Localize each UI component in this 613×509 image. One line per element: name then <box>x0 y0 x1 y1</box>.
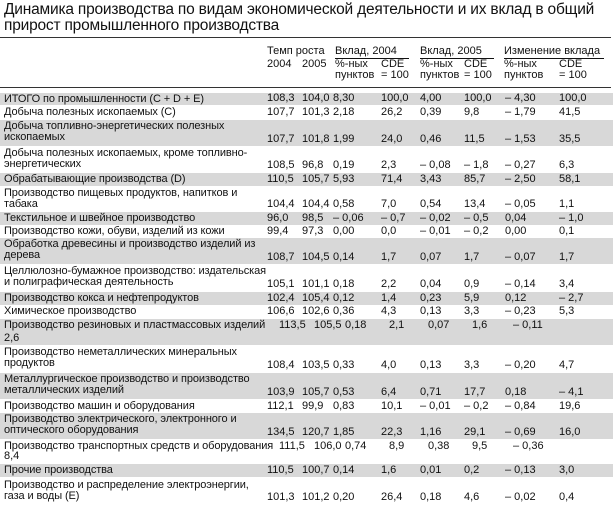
cell-chp: – 0,07 <box>505 251 536 263</box>
cell-v04c: 0,0 <box>381 225 397 237</box>
cell-v04p: 0,18 <box>333 278 355 290</box>
cell-v04c: 1,7 <box>381 251 397 263</box>
row-label: Производство и распределение электроэнергии, газа и воды (E) <box>4 479 249 502</box>
cell-chc: 19,6 <box>559 400 581 412</box>
header-ch-pct: %-ных пунктов <box>504 58 544 81</box>
cell-chp: – 0,14 <box>505 278 536 290</box>
cell-v05c: 17,7 <box>464 386 486 398</box>
row-label: Добыча топливно-энергетических полезных ископаемых <box>4 120 225 143</box>
cell-chc: 100,0 <box>559 92 587 104</box>
cell-chc: 6,3 <box>559 159 575 171</box>
cell-v05p: – 0,01 <box>420 400 451 412</box>
cell-t05: 120,7 <box>302 426 330 438</box>
cell-t05: 105,7 <box>302 173 330 185</box>
header-v04-cde: CDE = 100 <box>381 58 409 81</box>
cell-v05c: 9,8 <box>464 106 480 118</box>
cell-v05c: 29,1 <box>464 426 486 438</box>
cell-v04c: 26,2 <box>381 106 403 118</box>
cell-t05: 105,7 <box>302 386 330 398</box>
cell-chc: 41,5 <box>559 106 581 118</box>
cell-v04p: 0,12 <box>333 292 355 304</box>
cell-v04p: 8,30 <box>333 92 355 104</box>
cell-v05p: 0,13 <box>420 359 442 371</box>
cell-v04c: 4,0 <box>381 359 397 371</box>
cell-v04c: 2,2 <box>381 278 397 290</box>
cell-chp: – 0,23 <box>505 305 536 317</box>
cell-t04: 102,4 <box>267 292 295 304</box>
cell-chp: – 2,50 <box>505 173 536 185</box>
row-label: Обрабатывающие производства (D) <box>4 173 186 185</box>
header-vklad-2004: Вклад, 2004 <box>335 46 409 59</box>
cell-t04: 103,9 <box>267 386 295 398</box>
table-row <box>0 305 613 318</box>
header-bottom-divider <box>0 87 611 88</box>
cell-v04p: 0,74 <box>345 440 367 452</box>
cell-v04p: 2,18 <box>333 106 355 118</box>
cell-t05: 101,3 <box>302 106 330 118</box>
cell-chp: – 0,13 <box>505 464 536 476</box>
cell-v05c: 3,3 <box>464 359 480 371</box>
cell-chp: – 1,53 <box>505 133 536 145</box>
header-vklad-2005: Вклад, 2005 <box>420 46 494 59</box>
cell-v05c: 1,6 <box>472 319 488 331</box>
cell-v04c: 1,4 <box>381 292 397 304</box>
cell-chc: 5,3 <box>559 305 575 317</box>
cell-v05p: 0,07 <box>428 319 450 331</box>
header-v05-pct: %-ных пунктов <box>420 58 460 81</box>
cell-chp: – 0,05 <box>505 198 536 210</box>
cell-chc: – 1,0 <box>559 212 584 224</box>
cell-v04c: 6,4 <box>381 386 397 398</box>
cell-v05p: 0,54 <box>420 198 442 210</box>
cell-v05p: 0,23 <box>420 292 442 304</box>
cell-v04p: 0,19 <box>333 159 355 171</box>
cell-t04: 105,1 <box>267 278 295 290</box>
table-row <box>0 212 613 225</box>
cell-v04c: 2,3 <box>381 159 397 171</box>
row-label: Добыча полезных ископаемых, кроме топливно-энергетических <box>4 147 248 170</box>
cell-v04p: 0,18 <box>345 319 367 331</box>
header-v04-pct: %-ных пунктов <box>335 58 375 81</box>
cell-v04p: 0,53 <box>333 386 355 398</box>
row-label: Производство пищевых продуктов, напитков и табака <box>4 187 238 210</box>
cell-v04p: 5,93 <box>333 173 355 185</box>
cell-t04: 108,5 <box>267 159 295 171</box>
cell-v04p: 1,85 <box>333 426 355 438</box>
cell-chp: – 0,27 <box>505 159 536 171</box>
cell-chc: 0,4 <box>559 491 575 503</box>
cell-chp: – 1,79 <box>505 106 536 118</box>
cell-chp: – 0,11 <box>513 319 543 331</box>
cell-v05c: 4,6 <box>464 491 480 503</box>
cell-v04p: 0,14 <box>333 464 355 476</box>
cell-chc: – 4,1 <box>559 386 584 398</box>
cell-v05p: – 0,08 <box>420 159 451 171</box>
cell-t05: 104,0 <box>302 92 330 104</box>
cell-v05c: – 0,2 <box>464 225 489 237</box>
cell-v05p: – 0,01 <box>420 225 451 237</box>
row-wrapped-value: 8,4 <box>4 450 20 462</box>
cell-chc: 1,1 <box>559 198 575 210</box>
cell-chc: 3,0 <box>559 464 575 476</box>
table-row <box>0 346 613 372</box>
cell-t05: 104,4 <box>302 198 330 210</box>
cell-chp: 0,00 <box>505 225 527 237</box>
cell-v05c: 0,9 <box>464 278 480 290</box>
cell-chp: 0,18 <box>505 386 527 398</box>
cell-t05: 101,2 <box>302 491 330 503</box>
cell-v05c: 1,7 <box>464 251 480 263</box>
row-label: Производство кокса и нефтепродуктов <box>4 292 199 304</box>
table-row <box>0 238 613 264</box>
cell-v04c: – 0,7 <box>381 212 406 224</box>
cell-v05c: 11,5 <box>464 133 485 145</box>
cell-v04p: 0,58 <box>333 198 355 210</box>
cell-t04: 106,6 <box>267 305 295 317</box>
cell-v04c: 26,4 <box>381 491 403 503</box>
cell-t05: 105,4 <box>302 292 330 304</box>
cell-t05: 98,5 <box>302 212 324 224</box>
cell-v05p: 3,43 <box>420 173 442 185</box>
header-tempo-2004: 2004 <box>267 58 292 70</box>
cell-t04: 110,5 <box>267 464 294 476</box>
cell-v05p: 0,71 <box>420 386 442 398</box>
cell-chp: – 0,69 <box>505 426 536 438</box>
header-tempo: Темп роста <box>267 45 325 57</box>
cell-v04c: 100,0 <box>381 92 409 104</box>
table-title: Динамика производства по видам экономической деятельности и их вклад в общий прирост промышленного производства <box>4 1 595 34</box>
cell-t05: 101,1 <box>302 278 330 290</box>
cell-t04: 107,7 <box>267 106 295 118</box>
cell-chp: – 0,02 <box>505 491 536 503</box>
cell-chp: – 0,36 <box>513 440 544 452</box>
cell-v04c: 10,1 <box>381 400 403 412</box>
row-label: Прочие производства <box>4 464 113 476</box>
table-row <box>0 464 613 477</box>
cell-t05: 96,8 <box>302 159 324 171</box>
table-row <box>0 120 613 146</box>
cell-t04: 134,5 <box>267 426 295 438</box>
cell-v05p: – 0,02 <box>420 212 451 224</box>
cell-v04c: 1,6 <box>381 464 397 476</box>
cell-chc: 4,7 <box>559 359 575 371</box>
row-label: Обработка древесины и производство изделий из дерева <box>4 238 256 261</box>
cell-t04: 112,1 <box>267 400 294 412</box>
cell-v05c: – 1,8 <box>464 159 489 171</box>
cell-chc: 0,1 <box>559 225 575 237</box>
cell-v04c: 8,9 <box>389 440 405 452</box>
cell-t05: 104,5 <box>302 251 330 263</box>
cell-chp: 0,04 <box>505 212 527 224</box>
header-v05-cde: CDE = 100 <box>464 58 492 81</box>
table-row <box>0 479 613 504</box>
cell-v04p: 0,36 <box>333 305 355 317</box>
cell-v05p: 0,07 <box>420 251 442 263</box>
header-tempo-2005: 2005 <box>302 58 327 70</box>
cell-v04c: 24,0 <box>381 133 403 145</box>
row-label: Производство транспортных средств и оборудования <box>4 440 274 452</box>
cell-t04: 107,7 <box>267 133 295 145</box>
table-row <box>0 373 613 399</box>
cell-t05: 103,5 <box>302 359 330 371</box>
cell-v04p: 0,00 <box>333 225 355 237</box>
row-label: ИТОГО по промышленности (C + D + E) <box>4 93 204 105</box>
cell-v05p: 0,04 <box>420 278 442 290</box>
header-change: Изменение вклада <box>504 46 604 59</box>
cell-t05: 106,0 <box>314 440 342 452</box>
cell-chc: 16,0 <box>559 426 581 438</box>
cell-v04p: 0,33 <box>333 359 355 371</box>
table-row <box>0 265 613 291</box>
cell-t04: 108,7 <box>267 251 295 263</box>
cell-v05c: 85,7 <box>464 173 486 185</box>
table-row <box>0 413 613 439</box>
cell-t04: 113,5 <box>279 319 306 331</box>
cell-t04: 108,4 <box>267 359 295 371</box>
cell-v05c: 13,4 <box>464 198 486 210</box>
cell-t04: 99,4 <box>267 225 289 237</box>
table-row <box>0 187 613 211</box>
cell-v05p: 1,16 <box>420 426 442 438</box>
table-row <box>0 173 613 186</box>
cell-v04c: 4,3 <box>381 305 397 317</box>
cell-chc: – 2,7 <box>559 292 584 304</box>
cell-t05: 97,3 <box>302 225 324 237</box>
cell-chp: – 0,20 <box>505 359 536 371</box>
cell-chp: – 0,84 <box>505 400 536 412</box>
row-label: Целлюлозно-бумажное производство: издательская и полиграфическая деятельность <box>4 265 266 288</box>
table-row <box>0 225 613 238</box>
row-label: Добыча полезных ископаемых (C) <box>4 106 176 118</box>
cell-t04: 108,3 <box>267 92 295 104</box>
table-row <box>0 440 613 463</box>
cell-v04c: 7,0 <box>381 198 397 210</box>
cell-t04: 110,5 <box>267 173 294 185</box>
cell-t05: 99,9 <box>302 400 324 412</box>
cell-v04p: 0,83 <box>333 400 355 412</box>
cell-v04c: 22,3 <box>381 426 403 438</box>
cell-v05c: 100,0 <box>464 92 492 104</box>
table-row <box>0 93 613 105</box>
cell-t05: 105,5 <box>314 319 342 331</box>
cell-v04c: 71,4 <box>381 173 403 185</box>
table-row <box>0 400 613 413</box>
cell-t04: 96,0 <box>267 212 289 224</box>
cell-v04c: 2,1 <box>389 319 405 331</box>
row-label: Производство электрического, электронного и оптического оборудования <box>4 413 237 436</box>
cell-chc: 35,5 <box>559 133 581 145</box>
cell-t04: 104,4 <box>267 198 295 210</box>
cell-v04p: 0,20 <box>333 491 355 503</box>
cell-v05p: 4,00 <box>420 92 442 104</box>
cell-v04p: 0,14 <box>333 251 355 263</box>
cell-t05: 102,6 <box>302 305 330 317</box>
row-label: Производство машин и оборудования <box>4 400 195 412</box>
cell-chc: 1,7 <box>559 251 575 263</box>
cell-v05p: 0,13 <box>420 305 442 317</box>
cell-v05c: 5,9 <box>464 292 480 304</box>
row-label: Химическое производство <box>4 305 137 317</box>
cell-v04p: 1,99 <box>333 133 355 145</box>
cell-v05p: 0,46 <box>420 133 442 145</box>
cell-v05p: 0,01 <box>420 464 442 476</box>
cell-chp: 0,12 <box>505 292 527 304</box>
cell-v05c: – 0,5 <box>464 212 489 224</box>
row-label: Производство кожи, обуви, изделий из кожи <box>4 225 225 237</box>
cell-chc: 3,4 <box>559 278 575 290</box>
table-row <box>0 292 613 305</box>
row-wrapped-value: 2,6 <box>4 332 20 344</box>
cell-chc: 58,1 <box>559 173 581 185</box>
table-row <box>0 106 613 119</box>
header-top-divider <box>0 37 611 38</box>
cell-v05c: 9,5 <box>472 440 488 452</box>
cell-t04: 101,3 <box>267 491 295 503</box>
table-row <box>0 319 613 345</box>
cell-v05p: 0,38 <box>428 440 450 452</box>
header-ch-cde: CDE = 100 <box>559 58 587 81</box>
cell-chp: – 4,30 <box>505 92 536 104</box>
cell-v05c: – 0,2 <box>464 400 489 412</box>
cell-t05: 101,8 <box>302 133 330 145</box>
row-label: Металлургическое производство и производство металлических изделий <box>4 373 250 396</box>
cell-v05p: 0,18 <box>420 491 442 503</box>
table-row <box>0 147 613 172</box>
cell-v05c: 0,2 <box>464 464 480 476</box>
cell-t05: 100,7 <box>302 464 330 476</box>
cell-v04p: – 0,06 <box>333 212 364 224</box>
row-label: Текстильное и швейное производство <box>4 212 196 224</box>
row-label: Производство резиновых и пластмассовых изделий <box>4 319 266 331</box>
cell-t04: 111,5 <box>279 440 305 452</box>
cell-v05c: 3,3 <box>464 305 480 317</box>
row-label: Производство неметаллических минеральных продуктов <box>4 346 237 369</box>
cell-v05p: 0,39 <box>420 106 442 118</box>
